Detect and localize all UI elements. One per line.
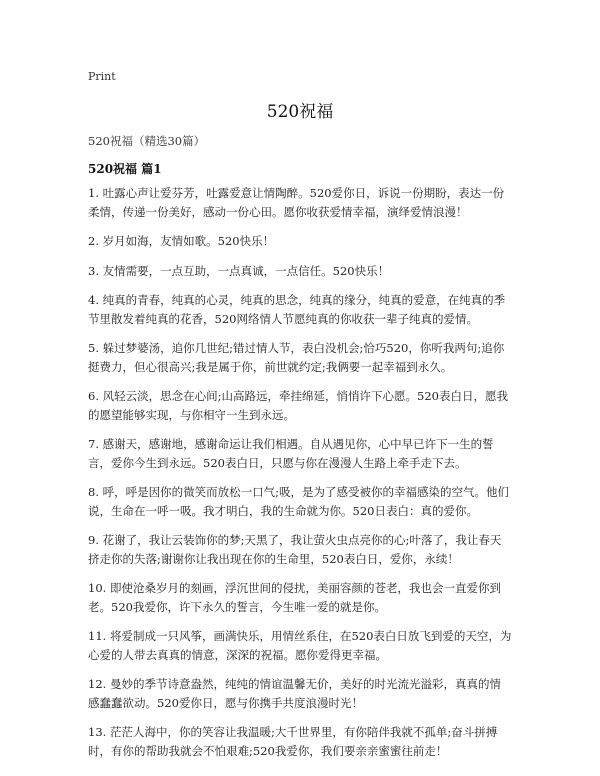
paragraph: 4. 纯真的青春，纯真的心灵，纯真的思念，纯真的缘分，纯真的爱意，在纯真的季节里散发着纯真的花香，520网络情人节愿纯真的你收获一辈子纯真的爱情。 — [88, 293, 506, 326]
print-label: Print — [88, 70, 116, 83]
section-heading: 520祝福 篇1 — [88, 162, 162, 176]
paragraph: 8. 呼，呼是因你的微笑而放松一口气;吸，是为了感受被你的幸福感染的空气。他们说，生命在一呼一吸。我才明白，我的生命就为你。520日表白：真的爱你。 — [88, 485, 509, 518]
paragraph: 7. 感谢天，感谢地，感谢命运让我们相遇。自从遇见你，心中早已许下一生的誓言，爱你今生到永远。520表白日，只愿与你在漫漫人生路上牵手走下去。 — [88, 437, 494, 470]
paragraph: 1. 吐露心声让爱芬芳，吐露爱意让情陶醉。520爱你日，诉说一份期盼，表达一份柔情，传递一份美好，感动一份心田。愿你收获爱情幸福，演绎爱情浪漫！ — [88, 186, 505, 219]
paragraph: 10. 即使沧桑岁月的刻画，浮沉世间的侵扰，美丽容颜的苍老，我也会一直爱你到老。520我爱你，许下永久的誓言，今生唯一爱的就是你。 — [88, 581, 501, 614]
paragraph: 3. 友情需要，一点互助，一点真诚，一点信任。520快乐！ — [88, 263, 390, 278]
paragraph: 13. 茫茫人海中，你的笑容让我温暖;大千世界里，有你陪伴我就不孤单;奋斗拼搏时，有你的帮助我就会不怕艰难;520我爱你，我们要亲亲蜜蜜往前走！ — [88, 725, 498, 758]
paragraph: 9. 花谢了，我让云装饰你的梦;天黑了，我让萤火虫点亮你的心;叶落了，我让春天挤走你的失落;谢谢你让我出现在你的生命里，520表白日，爱你，永续！ — [88, 533, 502, 566]
paragraph: 6. 风轻云淡，思念在心间;山高路远，牵挂绵延，悄悄许下心愿。520表白日，愿我的愿望能够实现，与你相守一生到永远。 — [88, 389, 508, 422]
document-subtitle: 520祝福（精选30篇） — [88, 134, 206, 148]
page-title: 520祝福 — [266, 102, 334, 122]
paragraph: 11. 将爱制成一只风筝，画满快乐，用情丝系住，在520表白日放飞到爱的天空，为心爱的人带去真真的情意，深深的祝福。愿你爱得更幸福。 — [88, 629, 512, 662]
paragraph: 12. 曼妙的季节诗意盎然，纯纯的情谊温馨无价，美好的时光流光溢彩，真真的情感蠢蠢欲动。520爱你日，愿与你携手共度浪漫时光！ — [88, 677, 501, 710]
paragraph: 2. 岁月如海，友情如歌。520快乐！ — [88, 234, 275, 248]
paragraph: 5. 躲过梦婆汤，追你几世纪;错过情人节，表白没机会;恰巧520，你听我两句;追你挺费力，但心很高兴;我是属于你，前世就约定;我俩要一起幸福到永久。 — [88, 341, 505, 374]
paragraph-list — [88, 184, 512, 771]
